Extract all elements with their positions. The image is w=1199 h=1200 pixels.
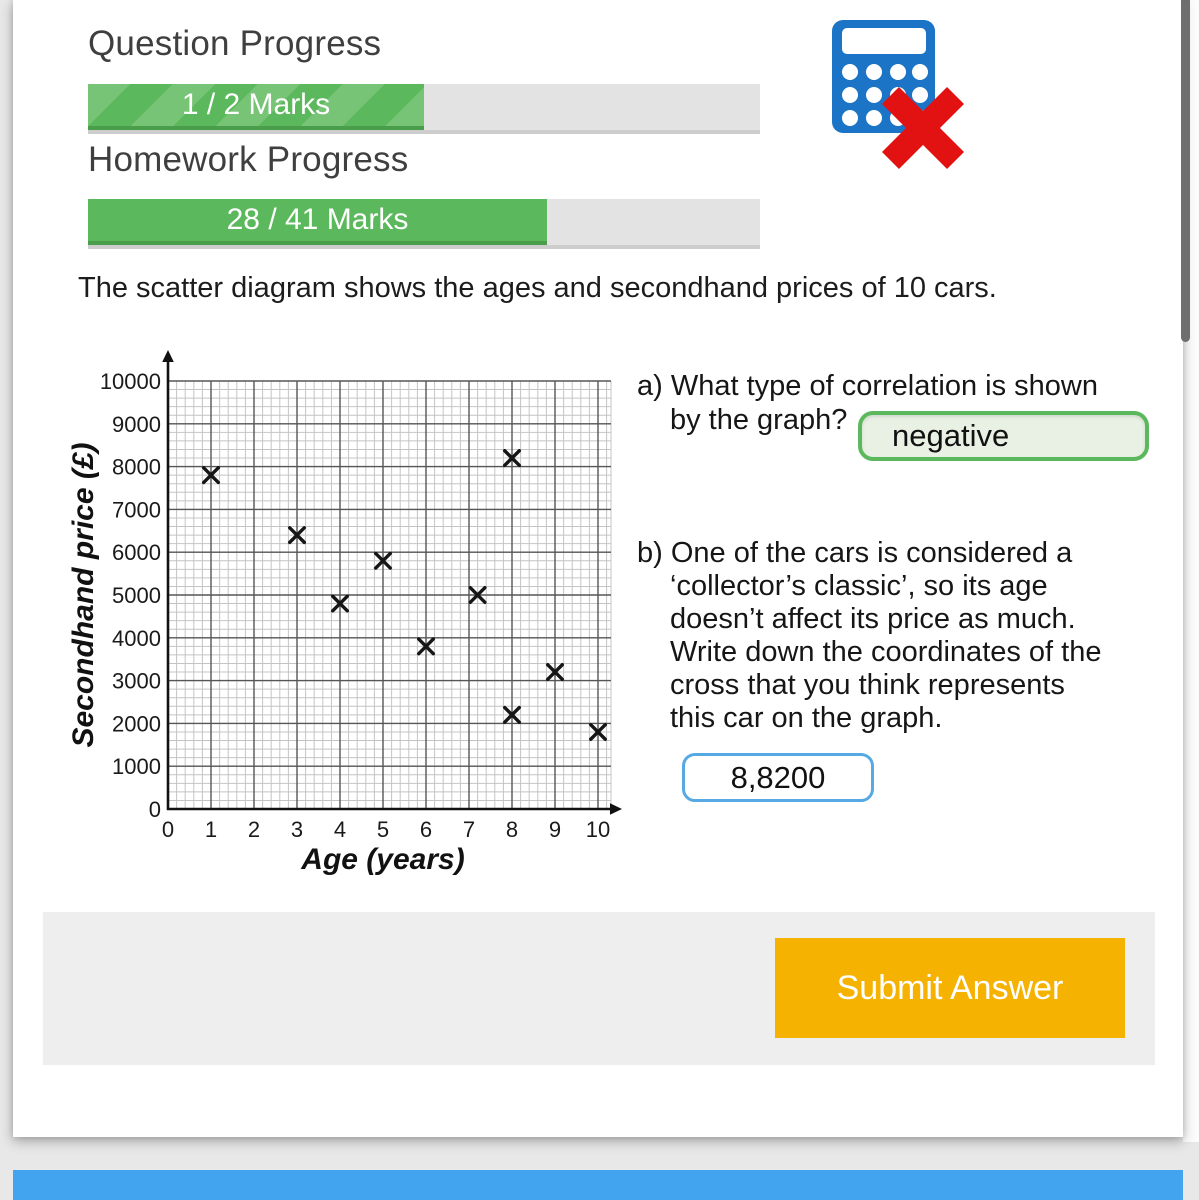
svg-text:3000: 3000 — [112, 668, 161, 694]
svg-text:10: 10 — [585, 817, 611, 842]
svg-text:5: 5 — [376, 817, 390, 842]
question-a-line: by the graph? — [670, 404, 848, 436]
svg-text:8: 8 — [505, 817, 519, 842]
homework-progress-title: Homework Progress — [88, 140, 409, 179]
svg-text:5000: 5000 — [112, 583, 161, 608]
calculator-button — [890, 64, 906, 80]
homework-progress-fill — [88, 199, 547, 245]
question-b-line: this car on the graph. — [670, 702, 943, 734]
question-b-line: b) One of the cars is considered a — [637, 537, 1073, 569]
svg-text:0: 0 — [161, 817, 175, 842]
question-b-line: doesn’t affect its price as much. — [670, 603, 1076, 635]
answer-b-input[interactable] — [682, 753, 874, 802]
scatter-chart — [60, 345, 660, 880]
svg-text:9: 9 — [548, 817, 562, 842]
question-b-line: ‘collector’s classic’, so its age — [670, 570, 1048, 602]
question-b-line: Write down the coordinates of the — [670, 636, 1102, 668]
svg-text:6: 6 — [419, 817, 433, 842]
no-calculator-icon — [832, 18, 982, 168]
svg-text:Age (years): Age (years) — [301, 843, 465, 876]
bottom-blue-bar — [13, 1170, 1183, 1200]
svg-text:2: 2 — [247, 817, 261, 842]
calculator-button — [842, 64, 858, 80]
svg-text:Secondhand price (£): Secondhand price (£) — [67, 442, 100, 748]
svg-text:10000: 10000 — [99, 369, 161, 394]
svg-text:0: 0 — [148, 797, 161, 822]
question-progress-label: 1 / 2 Marks — [181, 88, 331, 121]
question-b-line: cross that you think represents — [670, 669, 1065, 701]
calculator-button — [842, 87, 858, 103]
calculator-button — [866, 64, 882, 80]
red-cross-icon — [877, 82, 969, 174]
footer-panel — [43, 912, 1155, 1065]
question-progress-title: Question Progress — [88, 24, 382, 63]
submit-answer-button[interactable]: Submit Answer — [775, 938, 1125, 1038]
svg-text:8000: 8000 — [112, 454, 161, 480]
svg-text:7: 7 — [462, 817, 476, 842]
question-b — [637, 537, 1197, 735]
question-intro-text: The scatter diagram shows the ages and secondhand prices of 10 cars. — [78, 272, 997, 304]
calculator-screen — [842, 28, 926, 54]
scrollbar-thumb[interactable] — [1181, 0, 1190, 342]
question-progress-bar — [88, 84, 760, 134]
homework-progress-label: 28 / 41 Marks — [226, 203, 409, 236]
svg-text:6000: 6000 — [112, 540, 161, 566]
answer-a-input[interactable] — [858, 411, 1149, 461]
question-progress-fill — [88, 84, 424, 130]
svg-text:9000: 9000 — [112, 411, 161, 437]
svg-text:4000: 4000 — [112, 625, 161, 651]
svg-text:4: 4 — [333, 817, 347, 842]
homework-progress-bar — [88, 199, 760, 249]
svg-text:7000: 7000 — [112, 497, 161, 523]
calculator-button — [842, 110, 858, 126]
question-card — [13, 0, 1183, 1137]
svg-text:1000: 1000 — [112, 754, 161, 780]
svg-text:3: 3 — [290, 817, 304, 842]
svg-text:2000: 2000 — [112, 711, 161, 737]
calculator-button — [912, 64, 928, 80]
svg-text:1: 1 — [204, 817, 218, 842]
question-a-line: a) What type of correlation is shown — [637, 370, 1098, 402]
